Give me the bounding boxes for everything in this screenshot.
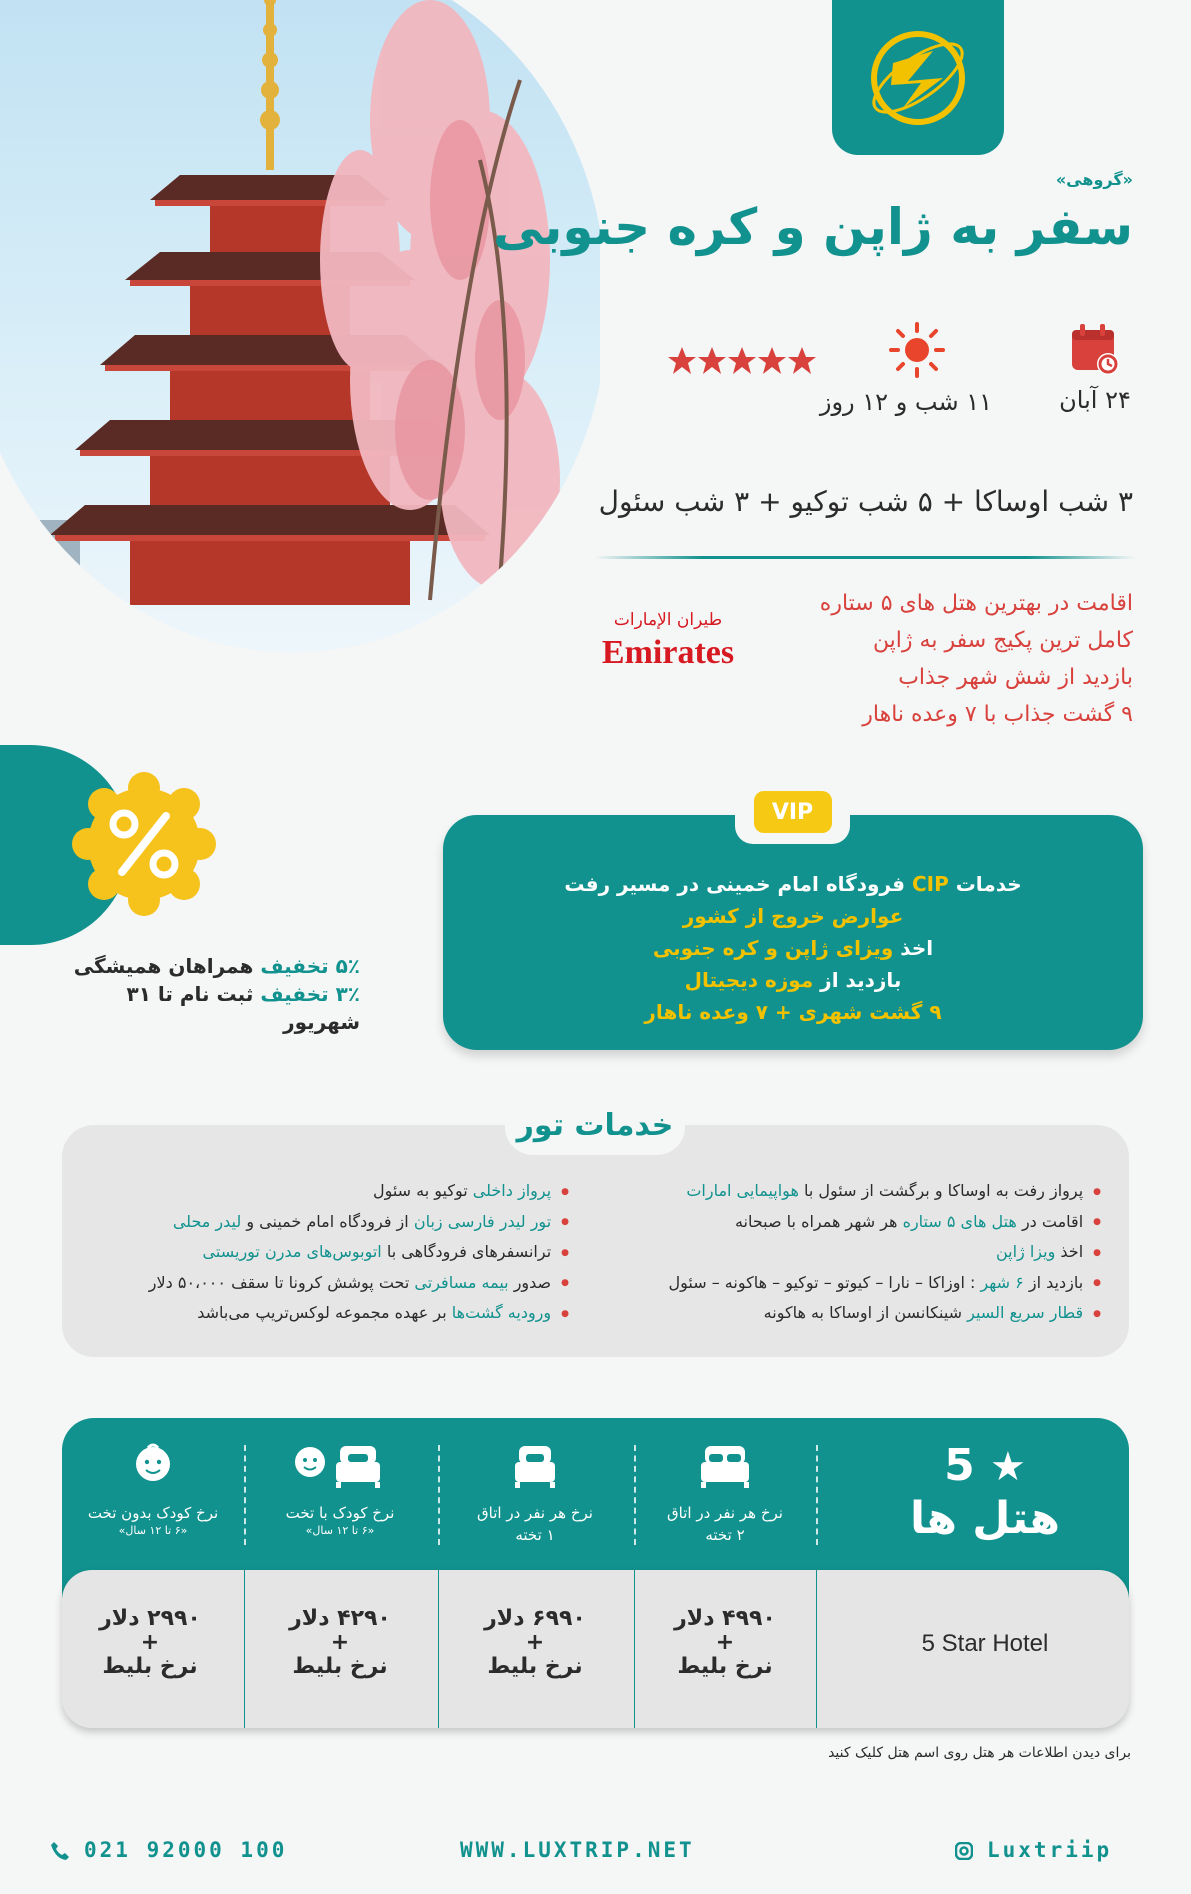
luxtrip-logo[interactable] [832,0,1004,155]
plus-sign: + [330,1630,350,1655]
price-cell [245,1607,435,1679]
emirates-arabic-mark: طيران الإمارات [613,610,723,630]
service-item: ● صدور بیمه مسافرتی تحت پوشش کرونا تا سقف ۵۰،۰۰۰ دلار [99,1268,569,1299]
percent-icon [70,770,218,918]
age-range: «۶ تا ۱۲ سال» [305,1524,375,1537]
single-bed-icon [510,1440,560,1490]
divider [595,556,1135,559]
discount-badge [70,770,218,922]
double-bed-icon [695,1440,755,1490]
child-bed-icon [292,1440,388,1490]
calendar-icon [1068,322,1122,376]
instagram-handle[interactable] [955,1838,1112,1862]
service-item: ● پرواز داخلی توکیو به سئول [99,1176,569,1207]
service-item: ● بازدید از ۶ شهر : اوزاکا – نارا – کیوتو – توکیو – هاکونه – سئول [621,1268,1101,1299]
highlight-item: کامل ترین پکیج سفر به ژاپن [872,628,1133,653]
col-label: نرخ کودک با تخت [285,1504,395,1522]
plus-sign: + [715,1630,735,1655]
col-label: نرخ کودک بدون تخت [87,1504,219,1522]
discount-line-1: ۵٪ تخفیف همراهان همیشگی [73,954,360,978]
col-child-no-bed [58,1440,248,1537]
hero-image [0,0,642,684]
emirates-wordmark: Emirates [601,634,735,671]
website-link[interactable]: WWW.LUXTRIP.NET [460,1838,695,1862]
five-stars-icon [668,346,816,376]
highlight-item: ۹ گشت جذاب با ۷ وعده ناهار [862,702,1133,727]
service-item: ● پرواز رفت به اوساکا و برگشت از سئول با هواپیمایی امارات [621,1176,1101,1207]
price-value: ۴۲۹۰ دلار [289,1606,391,1631]
service-item: ● اقامت در هتل های ۵ ستاره هر شهر همراه با صبحانه [621,1207,1101,1238]
discount-info [60,952,360,1036]
service-item: ● اخذ ویزا ژاپن [621,1237,1101,1268]
pagoda-illustration [0,0,600,660]
vip-services-list [443,868,1143,1028]
service-item: ● تور لیدر فارسی زبان از فرودگاه امام خمینی و لیدر محلی [99,1207,569,1238]
services-tab [505,1095,685,1155]
tour-title: سفر به ژاپن و کره جنوبی [492,198,1133,256]
date-text: ۲۴ آبان [1059,386,1131,414]
ticket-note: نرخ بلیط [677,1654,773,1679]
col-single-room [440,1440,630,1546]
star-rating [668,346,816,380]
vip-item: عوارض خروج از کشور [682,904,904,928]
price-value: ۶۹۹۰ دلار [484,1606,586,1631]
instagram-icon [955,1842,973,1860]
services-title: خدمات تور [516,1107,674,1143]
vip-item: ۹ گشت شهری + ۷ وعده ناهار [644,1000,942,1024]
col-child-with-bed [245,1440,435,1537]
vip-item: بازدید از موزه دیجیتال [684,968,902,992]
col-label: نرخ هر نفر در اتاق ۲ تخته [667,1504,783,1544]
service-item: ● ترانسفرهای فرودگاهی با اتوبوس‌های مدرن توریستی [99,1237,569,1268]
price-cell [630,1607,820,1679]
ticket-note: نرخ بلیط [487,1654,583,1679]
plus-sign: + [140,1630,160,1655]
vip-tab [735,780,850,844]
instagram-name: Luxtriip [987,1838,1113,1862]
itinerary-route: ۳ شب اوساکا + ۵ شب توکیو + ۳ شب سئول [598,485,1133,518]
duration-text: ۱۱ شب و ۱۲ روز [819,388,992,416]
hotels-label: هتل ها [909,1493,1061,1544]
discount-line-2: ۳٪ تخفیف ثبت نام تا ۳۱ شهریور [126,982,360,1034]
tour-highlights [820,585,1133,733]
price-cell [55,1607,245,1679]
emirates-logo [588,610,748,672]
service-item: ● ورودیه گشت‌ها بر عهده مجموعه لوکس‌تریپ می‌باشد [99,1298,569,1329]
ticket-note: نرخ بلیط [292,1654,388,1679]
vip-badge: VIP [754,791,832,833]
duration-info [819,322,992,416]
sun-icon [889,322,945,378]
tour-type-tag: «گروهی» [1055,170,1133,189]
highlight-item: اقامت در بهترین هتل های ۵ ستاره [819,591,1133,616]
star-count: 5 ★ [944,1440,1026,1491]
col-label: نرخ هر نفر در اتاق ۱ تخته [477,1504,593,1544]
age-range: «۶ تا ۱۲ سال» [118,1524,188,1537]
ticket-note: نرخ بلیط [102,1654,198,1679]
service-item: ● قطار سریع السیر شینکانسن از اوساکا به هاکونه [621,1298,1101,1329]
plus-sign: + [525,1630,545,1655]
col-double-room [630,1440,820,1546]
phone-contact[interactable] [50,1838,287,1862]
services-list-right [621,1176,1101,1329]
column-line [438,1570,439,1728]
highlight-item: بازدید از شش شهر جذاب [898,665,1133,690]
price-value: ۲۹۹۰ دلار [99,1606,201,1631]
vip-item: اخذ ویزای ژاپن و کره جنوبی [652,936,934,960]
hotel-click-note: برای دیدن اطلاعات هر هتل روی اسم هتل کلیک کنید [828,1745,1131,1761]
vip-item: خدمات CIP فرودگاه امام خمینی در مسیر رفت [564,872,1022,896]
date-info [1040,322,1150,414]
price-value: ۴۹۹۰ دلار [674,1606,776,1631]
phone-number: 021 92000 100 [84,1838,288,1862]
child-icon [128,1440,178,1490]
services-list-left [99,1176,569,1329]
hotel-name-link[interactable]: 5 Star Hotel [921,1630,1049,1657]
phone-icon [50,1841,70,1861]
hotels-heading [880,1440,1090,1545]
price-cell [440,1607,630,1679]
logo-mark-icon [863,23,973,133]
